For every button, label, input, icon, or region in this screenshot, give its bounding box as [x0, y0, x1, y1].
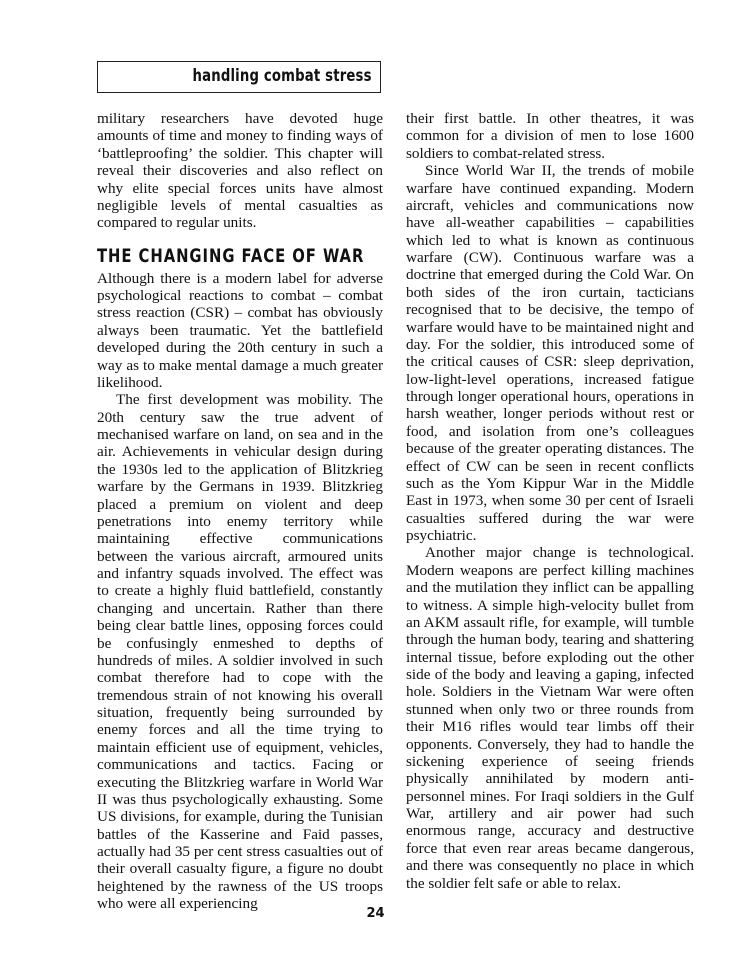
body-paragraph: Since World War II, the trends of mobile warfare have continued expanding. Modern aircraft, vehicles and communications now have all-weather capabilities – capabilities which led to what is known as continuous warfare (CW). Continuous warfare was a doctrine that emerged during the Cold War. On both sides of the iron curtain, tacticians recognised that to be decisive, the tempo of warfare would have to be maintained night and day. For the soldier, this introduced some of the critical causes of CSR: sleep deprivation, low-light-level operations, increased fatigue through longer operational hours, operations in harsh weather, longer periods without rest or food, and isolation from one’s colleagues because of the greater operating distances. The effect of CW can be seen in recent conflicts such as the Yom Kippur War in the Middle East in 1973, when some 30 per cent of Israeli casualties suffered during the war were psychiatric. — [406, 162, 694, 544]
running-header — [97, 61, 381, 93]
section-heading: THE CHANGING FACE OF WAR — [97, 244, 365, 267]
page-number: 24 — [366, 906, 385, 921]
intro-paragraph: military researchers have devoted huge amounts of time and money to finding ways of ‘battleproofing’ the soldier. This chapter will reveal their discoveries and also reflect on why elite special forces units have almost negligible levels of mental casualties as compared to regular units. — [97, 110, 383, 232]
body-paragraph: Although there is a modern label for adverse psychological reactions to combat – combat stress reaction (CSR) – combat has obviously always been traumatic. Yet the battlefield developed during the 20th century in such a way as to make mental damage a much greater likelihood. — [97, 269, 383, 391]
body-paragraph: The first development was mobility. The 20th century saw the true advent of mechanised warfare on land, on sea and in the air. Achievements in vehicular design during the 1930s led to the application of Blitzkrieg warfare by the Germans in 1939. Blitzkrieg placed a premium on violent and deep penetrations into enemy territory while maintaining effective communications between the various aircraft, armoured units and infantry squads involved. The effect was to create a highly fluid battlefield, constantly changing and uncertain. Rather than there being clear battle lines, opposing forces could be confusingly enmeshed to depths of hundreds of miles. A soldier involved in such combat therefore had to cope with the tremendous strain of not knowing his overall situation, frequently being surrounded by enemy forces and all the time trying to maintain efficient use of equipment, vehicles, communications and tactics. Facing or executing the Blitzkrieg warfare in World War II was thus psychologically exhausting. Some US divisions, for example, during the Tunisian battles of the Kasserine and Faid passes, actually had 35 per cent stress casualties out of their overall casualty figure, a figure no doubt heightened by the rawness of the US troops who were all experiencing — [97, 391, 383, 913]
running-header-title: handling combat stress — [192, 66, 372, 86]
right-column — [406, 110, 694, 892]
body-paragraph: their first battle. In other theatres, it was common for a division of men to lose 1600 soldiers to combat-related stress. — [406, 110, 694, 162]
body-paragraph: Another major change is technological. Modern weapons are perfect killing machines and the mutilation they inflict can be appalling to witness. A simple high-velocity bullet from an AKM assault rifle, for example, will tumble through the human body, tearing and shattering internal tissue, before exploding out the other side of the body and leaving a gaping, infected hole. Soldiers in the Vietnam War were often stunned when only two or three rounds from their M16 rifles would tear limbs off their opponents. Conversely, they had to handle the sickening experience of seeing friends physically annihilated by modern anti-personnel mines. For Iraqi soldiers in the Gulf War, artillery and air power had such enormous range, accuracy and destructive force that even rear areas became dangerous, and there was consequently no place in which the soldier felt safe or able to relax. — [406, 544, 694, 892]
left-column — [97, 110, 383, 913]
